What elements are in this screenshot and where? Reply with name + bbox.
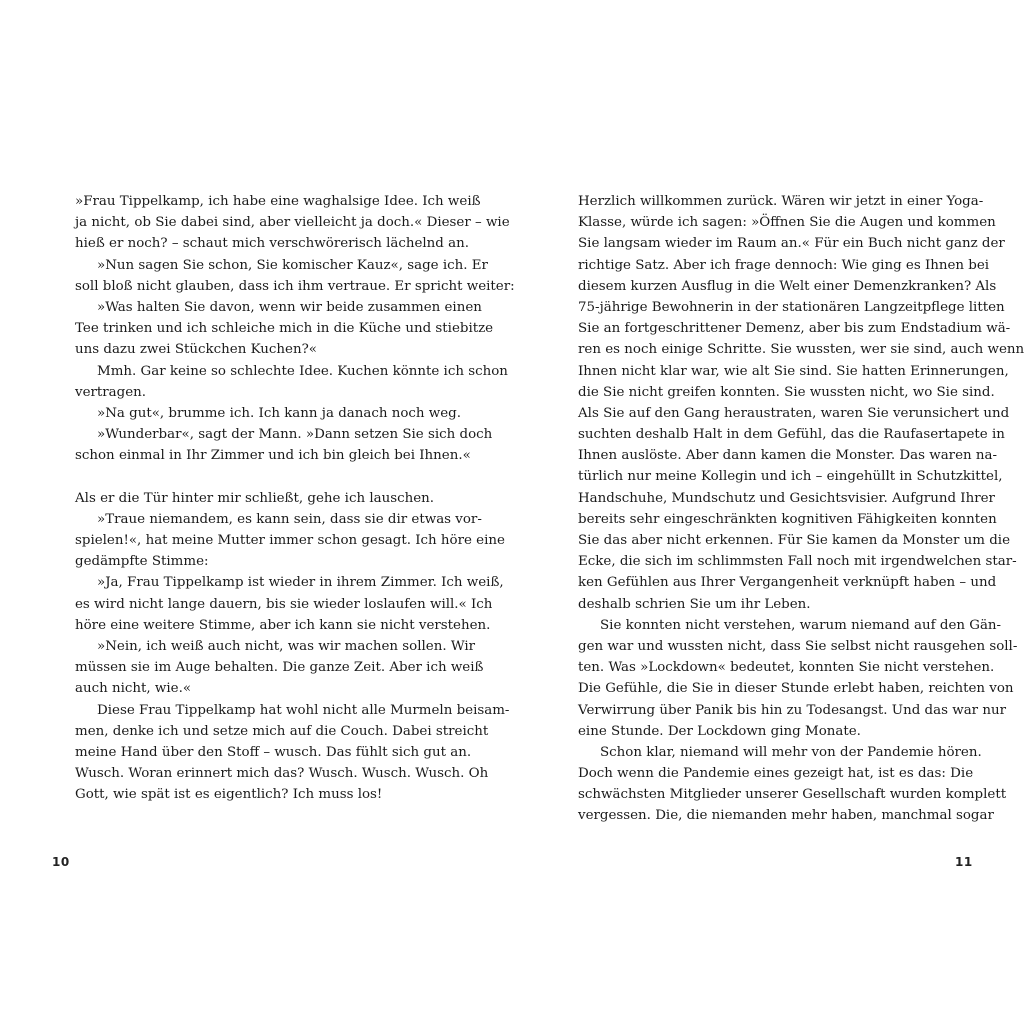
- text-line: es wird nicht lange dauern, bis sie wieder loslaufen will.« Ich: [75, 596, 493, 612]
- text-line: Klasse, würde ich sagen: »Öffnen Sie die Augen und kommen: [578, 215, 996, 231]
- text-line: müssen sie im Auge behalten. Die ganze Zeit. Aber ich weiß: [75, 660, 484, 676]
- text-line: richtige Satz. Aber ich frage dennoch: Wie ging es Ihnen bei: [578, 257, 990, 273]
- text-line: Sie das aber nicht erkennen. Für Sie kamen da Monster um die: [578, 533, 1011, 548]
- text-line: auch nicht, wie.«: [75, 681, 192, 697]
- text-line: Ihnen nicht klar war, wie alt Sie sind. Sie hatten Erinnerungen,: [578, 363, 1009, 379]
- text-line: spielen!«, hat meine Mutter immer schon gesagt. Ich höre eine: [75, 533, 505, 548]
- text-line: schwächsten Mitglieder unserer Gesellschaft wurden komplett: [578, 787, 1007, 803]
- text-line: »Wunderbar«, sagt der Mann. »Dann setzen Sie sich doch: [97, 427, 493, 443]
- text-line: Ihnen auslöste. Aber dann kamen die Monster. Das waren na-: [578, 448, 998, 464]
- text-line: Mmh. Gar keine so schlechte Idee. Kuchen könnte ich schon: [97, 363, 508, 379]
- text-line: Schon klar, niemand will mehr von der Pandemie hören.: [600, 744, 982, 760]
- text-line: men, denke ich und setze mich auf die Couch. Dabei streicht: [75, 723, 489, 739]
- text-line: »Nun sagen Sie schon, Sie komischer Kauz«, sage ich. Er: [97, 257, 488, 273]
- text-line: Wusch. Woran erinnert mich das? Wusch. Wusch. Wusch. Oh: [75, 766, 489, 782]
- text-line: vergessen. Die, die niemanden mehr haben, manchmal sogar: [578, 808, 994, 824]
- text-line: Als er die Tür hinter mir schließt, gehe ich lauschen.: [75, 490, 435, 506]
- text-line: deshalb schrien Sie um ihr Leben.: [578, 596, 811, 612]
- text-line: eine Stunde. Der Lockdown ging Monate.: [578, 723, 861, 739]
- text-line: suchten deshalb Halt in dem Gefühl, das die Raufasertapete in: [578, 427, 1005, 443]
- text-line: ren es noch einige Schritte. Sie wussten, wer sie sind, auch wenn: [578, 342, 1024, 358]
- text-line: Tee trinken und ich schleiche mich in die Küche und stiebitze: [75, 321, 494, 337]
- text-line: Als Sie auf den Gang heraustraten, waren Sie verunsichert und: [578, 405, 1010, 421]
- text-line: »Na gut«, brumme ich. Ich kann ja danach noch weg.: [97, 405, 462, 421]
- text-line: Diese Frau Tippelkamp hat wohl nicht alle Murmeln beisam-: [97, 702, 510, 718]
- text-line: »Was halten Sie davon, wenn wir beide zusammen einen: [97, 299, 482, 315]
- page-number-left: 10: [52, 855, 70, 869]
- text-line: Handschuhe, Mundschutz und Gesichtsvisier. Aufgrund Ihrer: [578, 490, 995, 506]
- text-line: »Frau Tippelkamp, ich habe eine waghalsige Idee. Ich weiß: [75, 194, 481, 209]
- text-line: die Sie nicht greifen konnten. Sie wussten nicht, wo Sie sind.: [578, 384, 995, 400]
- right-page: [578, 191, 1024, 827]
- text-line: Sie langsam wieder im Raum an.« Für ein Buch nicht ganz der: [578, 236, 1005, 252]
- text-line: Herzlich willkommen zurück. Wären wir jetzt in einer Yoga-: [578, 194, 984, 209]
- text-line: 75-jährige Bewohnerin in der stationären Langzeitpflege litten: [578, 299, 1005, 315]
- text-line: Doch wenn die Pandemie eines gezeigt hat, ist es das: Die: [578, 766, 974, 782]
- text-line: Ecke, die sich im schlimmsten Fall noch mit irgendwelchen star-: [578, 554, 1017, 570]
- text-line: »Traue niemandem, es kann sein, dass sie dir etwas vor-: [97, 511, 482, 527]
- text-line: uns dazu zwei Stückchen Kuchen?«: [75, 342, 317, 358]
- text-line: Verwirrung über Panik bis hin zu Todesangst. Und das war nur: [578, 702, 1006, 718]
- text-line: bereits sehr eingeschränkten kognitiven Fähigkeiten konnten: [578, 511, 997, 527]
- text-line: diesem kurzen Ausflug in die Welt einer Demenzkranken? Als: [578, 278, 997, 294]
- text-line: schon einmal in Ihr Zimmer und ich bin gleich bei Ihnen.«: [75, 448, 471, 464]
- text-line: vertragen.: [75, 384, 147, 400]
- text-line: meine Hand über den Stoff – wusch. Das fühlt sich gut an.: [75, 744, 472, 760]
- text-line: Sie konnten nicht verstehen, warum niemand auf den Gän-: [600, 617, 1002, 633]
- text-line: soll bloß nicht glauben, dass ich ihm vertraue. Er spricht weiter:: [75, 278, 515, 294]
- text-line: Sie an fortgeschrittener Demenz, aber bis zum Endstadium wä-: [578, 321, 1011, 337]
- left-page: [75, 191, 515, 805]
- text-line: Gott, wie spät ist es eigentlich? Ich muss los!: [75, 787, 383, 803]
- text-line: »Ja, Frau Tippelkamp ist wieder in ihrem Zimmer. Ich weiß,: [97, 575, 504, 591]
- text-line: ten. Was »Lockdown« bedeutet, konnten Sie nicht verstehen.: [578, 660, 995, 676]
- section-break: [75, 466, 447, 487]
- text-line: hieß er noch? – schaut mich verschwörerisch lächelnd an.: [75, 236, 469, 252]
- text-line: ken Gefühlen aus Ihrer Vergangenheit verknüpft haben – und: [578, 575, 997, 591]
- text-line: höre eine weitere Stimme, aber ich kann sie nicht verstehen.: [75, 617, 491, 633]
- text-line: Die Gefühle, die Sie in dieser Stunde erlebt haben, reichten von: [578, 681, 1014, 697]
- text-line: türlich nur meine Kollegin und ich – eingehüllt in Schutzkittel,: [578, 469, 1003, 485]
- text-line: »Nein, ich weiß auch nicht, was wir machen sollen. Wir: [97, 638, 476, 654]
- text-line: gedämpfte Stimme:: [75, 554, 209, 570]
- text-line: ja nicht, ob Sie dabei sind, aber vielleicht ja doch.« Dieser – wie: [75, 215, 510, 231]
- page-number-right: 11: [955, 855, 973, 869]
- text-line: gen war und wussten nicht, dass Sie selbst nicht rausgehen soll-: [578, 638, 1018, 654]
